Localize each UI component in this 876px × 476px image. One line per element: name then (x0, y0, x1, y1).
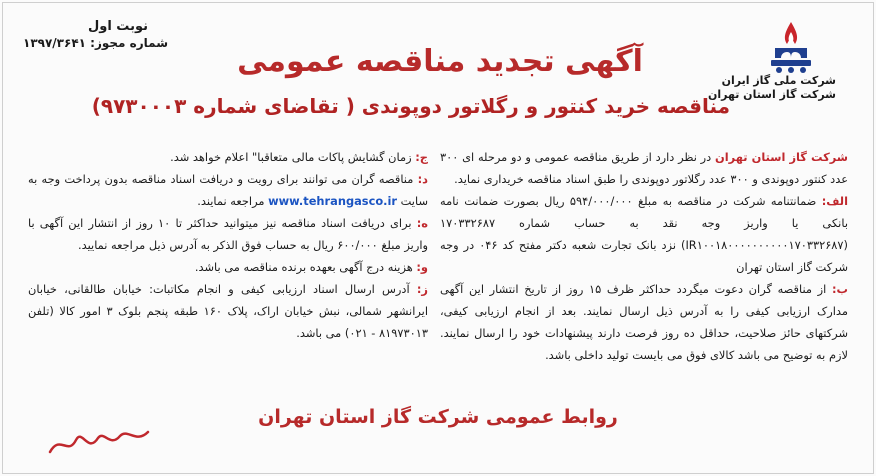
clause-alef-label: الف: (821, 194, 848, 208)
intro-paragraph (440, 146, 848, 190)
page-subtitle: مناقصه خرید کنتور و رگلاتور دوپوندی ( تقاضای شماره ۹۷۳۰۰۰۳) (91, 94, 730, 118)
clause-be-label: ب: (831, 282, 848, 296)
page-title: آگهی تجدید مناقصه عمومی (237, 44, 643, 79)
intro-text: در نظر دارد از طریق مناقصه عمومی و دو مرحله ای ۳۰۰ عدد کنتور دوپوندی و ۳۰۰ عدد رگلاتور دوپوندی را طبق اسناد مناقصه خریداری نماید. (440, 150, 848, 186)
clause-ze (28, 278, 428, 344)
company-logo (707, 18, 836, 102)
clause-vav-text: هزینه درج آگهی بعهده برنده مناقصه می باشد. (194, 260, 417, 274)
clause-dal-text: مناقصه گران می توانند برای رویت و دریافت اسناد مناقصه بدون پرداخت وجه به سایت (28, 172, 428, 208)
clause-alef-text: ضمانتنامه شرکت در مناقصه به مبلغ ۵۹۴/۰۰۰/۰۰۰ ریال بصورت ضمانت نامه بانکی یا واریز وجه نقد به حساب شماره ۱۷۰۳۳۲۶۸۷ (IR۱۰۰۱۸۰۰۰۰۰۰۰۰۰۰۱۷۰۳۳۲۶۸۷) نزد بانک تجارت شعبه دکتر مفتح کد ۰۴۶ در وجه شرکت گاز استان تهران (440, 194, 848, 274)
clause-dal (28, 168, 428, 212)
clause-vav (28, 256, 428, 278)
clause-jim (28, 146, 428, 168)
clause-jim-text: زمان گشایش پاکات مالی متعاقبا" اعلام خواهد شد. (170, 150, 416, 164)
clause-alef (440, 190, 848, 278)
header (0, 6, 876, 146)
clause-dal-label: د: (417, 172, 428, 186)
national-gas-company-logo-icon (761, 18, 821, 74)
permit-number: شماره مجوز: ۱۳۹۷/۳۶۴۱ (23, 36, 168, 50)
clause-he-text: برای دریافت اسناد مناقصه نیز میتوانید حداکثر تا ۱۰ روز از انتشار این آگهی با واریز مبلغ ۶۰۰/۰۰۰ ریال به حساب فوق الذکر به آدرس ذیل مراجعه نمایید. (28, 216, 428, 252)
intro-company: شرکت گاز استان تهران (715, 150, 848, 164)
website-link[interactable]: www.tehrangasco.ir (268, 194, 397, 208)
clause-ze-text: آدرس ارسال اسناد ارزیابی کیفی و انجام مکاتبات: خیابان طالقانی، خیابان ایرانشهر شمالی، نبش خیابان اراک، پلاک ۱۶۰ طبقه پنجم بلوک ۳ امور کالا (تلفن ۸۱۹۷۳۰۱۳ - ۰۲۱) می باشد. (28, 282, 428, 340)
clause-ze-label: ز: (416, 282, 428, 296)
round-label: نوبت اول (87, 19, 148, 34)
footer-signature: روابط عمومی شرکت گاز استان تهران (258, 406, 618, 428)
right-column (440, 146, 848, 366)
clause-be-text: از مناقصه گران دعوت میگردد حداکثر ظرف ۱۵ روز از تاریخ انتشار این آگهی مدارک ارزیابی کیفی را به آدرس ذیل ارسال نمایند. بعد از انجام ارزیابی کیفی، شرکتهای حائز صلاحیت، حداقل ده روز فرصت دارند پیشنهادات خود را ارسال نمایند. لازم به توضیح می باشد کالای فوق می بایست تولید داخلی باشد. (440, 282, 848, 362)
logo-line-national: شرکت ملی گاز ایران (721, 74, 836, 87)
clause-jim-label: ج: (415, 150, 428, 164)
clause-he-label: ه: (416, 216, 428, 230)
clause-vav-label: و: (416, 260, 428, 274)
left-column (28, 146, 428, 344)
clause-dal-text-end: مراجعه نمایند. (197, 194, 269, 208)
logo-line-provincial: شرکت گاز استان تهران (707, 88, 836, 101)
clause-be (440, 278, 848, 366)
clause-he (28, 212, 428, 256)
